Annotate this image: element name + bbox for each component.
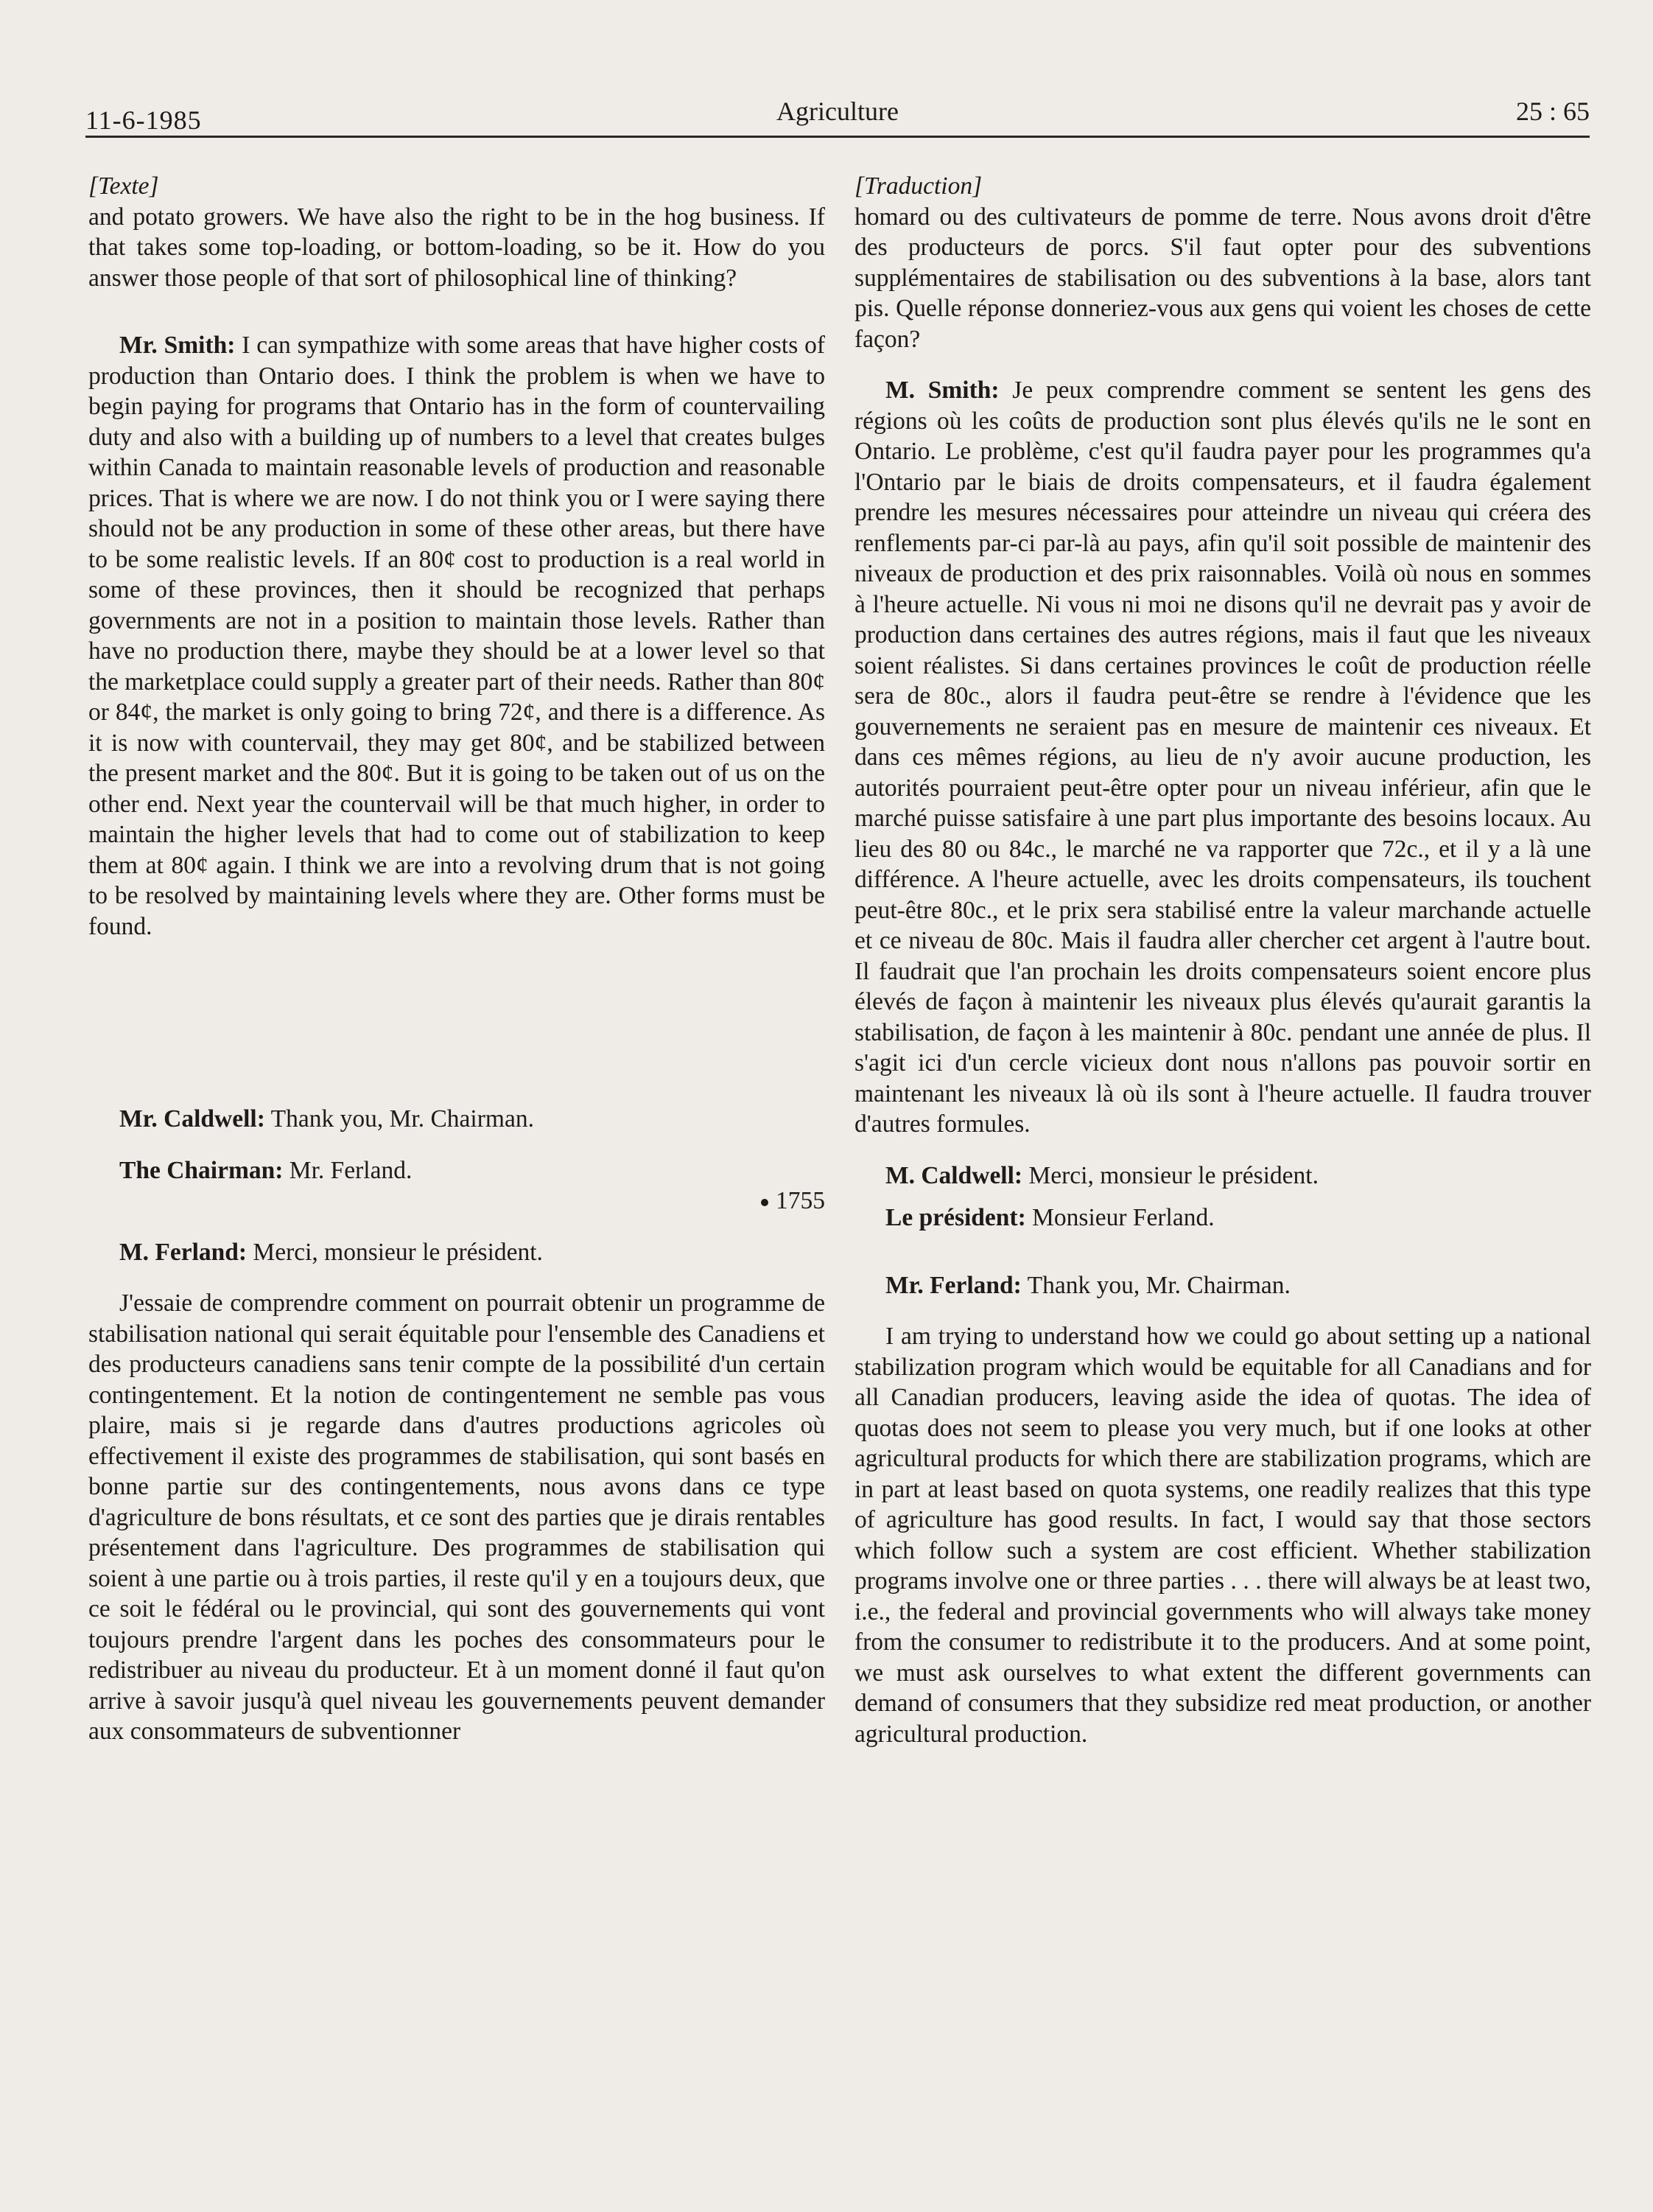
right-column [854,171,1591,1749]
speaker-name: Mr. Ferland: [885,1271,1022,1299]
speech-smith [88,330,825,942]
speech-text: Merci, monsieur le président. [1022,1161,1319,1189]
header-title: Agriculture [776,97,899,126]
language-tag: [Traduction] [854,172,983,200]
speech-ferland [854,1270,1591,1301]
speech-text: Thank you, Mr. Chairman. [264,1105,534,1133]
speaker-name: M. Caldwell: [885,1161,1023,1189]
paragraph: homard ou des cultivateurs de pomme de terre. Nous avons droit d'être des producteurs de porcs. S'il faut opter pour des subventions supplémentaires de stabilisation ou des subventions à la base, alors tant pis. Quelle réponse donneriez-vous aux gens qui voient les choses de cette façon? [854,203,1591,353]
speech-text: Thank you, Mr. Chairman. [1021,1271,1291,1299]
time-marker: 1755 [88,1186,825,1217]
speech-smith [854,375,1591,1140]
paragraph: I am trying to understand how we could go about setting up a national stabilization program which would be equitable for all Canadians and for all Canadian producers, leaving aside the idea of quotas. The idea of quotas does not seem to please you very much, but if one looks at other agricultural products for which there are stabilization programs, which are in part at least based on quota systems, one readily realizes that this type of agriculture has good results. In fact, I would say that those sectors which follow such a system are cost efficient. Whether stabilization programs involve one or three parties . . . there will always be at least two, i.e., the federal and provincial governments who will always take money from the consumer to redistribute it to the producers. And at some point, we must ask ourselves to what extent the different governments can demand of consumers that they subsidize red meat production, or another agricultural production. [854,1323,1591,1748]
speech-text: Mr. Ferland. [283,1156,413,1184]
speaker-name: The Chairman: [119,1156,284,1184]
speaker-name: M. Ferland: [119,1238,248,1266]
speech-text: Merci, monsieur le président. [247,1238,543,1266]
speech-text: Monsieur Ferland. [1025,1204,1215,1231]
speech-chairman [88,1155,825,1186]
speech-text: Je peux comprendre comment se sentent les gens des régions où les coûts de production sont plus élevés qu'ils ne le sont en Ontario. Le problème, c'est qu'il faudra payer pour les programmes qu'a l'Ontario par le biais de droits compensateurs, et il faudra également prendre les mesures nécessaires pour atteindre un niveau qui créera des renflements par-ci par-là au pays, afin qu'il soit possible de maintenir des niveaux de production et des prix raisonnables. Voilà où nous en sommes à l'heure actuelle. Ni vous ni moi ne disons qu'il ne devrait pas y avoir de production dans certaines des autres régions, mais il faut que les niveaux soient réalistes. Si dans certaines provinces le coût de production réelle sera de 80c., alors il faudra peut-être se rendre à l'évidence que les gouvernements ne seraient pas en mesure de maintenir ces niveaux. Et dans ces mêmes régions, au lieu de n'y avoir aucune production, les autorités pourraient peut-être opter pour un niveau inférieur, afin que le marché puisse satisfaire à une part plus importante des besoins locaux. Au lieu des 80 ou 84c., le marché ne va rapporter que 72c., et il y a là une différence. A l'heure actuelle, avec les droits compensateurs, ils touchent peut-être 80c., et le prix sera stabilisé entre la valeur marchande actuelle et ce niveau de 80c. Mais il faudra aller chercher cet argent à l'autre bout. Il faudrait que l'an prochain les droits compensateurs soient encore plus élevés de façon à maintenir les niveaux plus élevés qu'aurait garantis la stabilisation, de façon à les maintenir à 80c. pendant une année de plus. Il s'agit ici d'un cercle vicieux dont nous n'allons pas pouvoir sortir en maintenant les niveaux là où ils sont à l'heure actuelle. Il faudra trouver d'autres formules. [854,377,1591,1138]
left-column [88,171,825,1747]
header-page-number: 25 : 65 [1515,97,1590,126]
speech-text: I can sympathize with some areas that have higher costs of production than Ontario does. I think the problem is when we have to begin paying for programs that Ontario has in the form of countervailing duty and also with a building up of numbers to a level that creates bulges within Canada to maintain reasonable levels of production and reasonable prices. That is where we are now. I do not think you or I were saying there should not be any production in some of these other areas, but there have to be some realistic levels. If an 80¢ cost to production is a real world in some of these provinces, then it should be recognized that perhaps governments are not in a position to maintain those levels. Rather than have no production there, maybe they should be at a lower level so that the marketplace could supply a greater part of their needs. Rather than 80¢ or 84¢, the market is only going to bring 72¢, and there is a difference. As it is now with countervail, they may get 80¢, and be stabilized between the present market and the 80¢. But it is going to be taken out of us on the other end. Next year the countervail will be that much higher, in order to maintain the higher levels that had to come out of stabilization to keep them at 80¢ again. I think we are into a revolving drum that is not going to be resolved by maintaining levels where they are. Other forms must be found. [88,332,825,940]
speaker-name: Le président: [885,1204,1026,1231]
speech-caldwell [88,1104,825,1135]
speaker-name: Mr. Smith: [119,332,236,359]
paragraph: J'essaie de comprendre comment on pourrait obtenir un programme de stabilisation national qui serait équitable pour l'ensemble des Canadiens et des producteurs canadiens sans tenir compte de la possibilité d'un certain contingentement. Et la notion de contingentement ne semble pas vous plaire, mais si je regarde dans d'autres productions agricoles où effectivement il existe des programmes de stabilisation, qui sont basés en bonne partie sur des contingentements, nous avons dans ce type d'agriculture de bons résultats, et ce sont des parties que je dirais rentables présentement dans l'agriculture. Des programmes de stabilisation qui soient à une partie ou à trois parties, il reste qu'il y en a toujours deux, que ce soit le fédéral ou le provincial, qui sont des gouvernements qui vont toujours prendre l'argent dans les poches des consommateurs pour le redistribuer au niveau du producteur. Et à un moment donné il faut qu'on arrive à savoir jusqu'à quel niveau les gouvernements peuvent demander aux consommateurs de subventionner [88,1289,825,1745]
speech-caldwell [854,1161,1591,1191]
bullet-icon [761,1199,768,1206]
speech-ferland [88,1237,825,1268]
speech-chairman [854,1203,1591,1233]
speaker-name: Mr. Caldwell: [119,1105,265,1133]
speaker-name: M. Smith: [885,377,1000,404]
page-header [85,94,1590,138]
paragraph: and potato growers. We have also the right to be in the hog business. If that takes some top-loading, or bottom-loading, so be it. How do you answer those people of that sort of philosophical line of thinking? [88,203,825,292]
header-date: 11-6-1985 [85,105,202,135]
language-tag: [Texte] [88,172,159,200]
